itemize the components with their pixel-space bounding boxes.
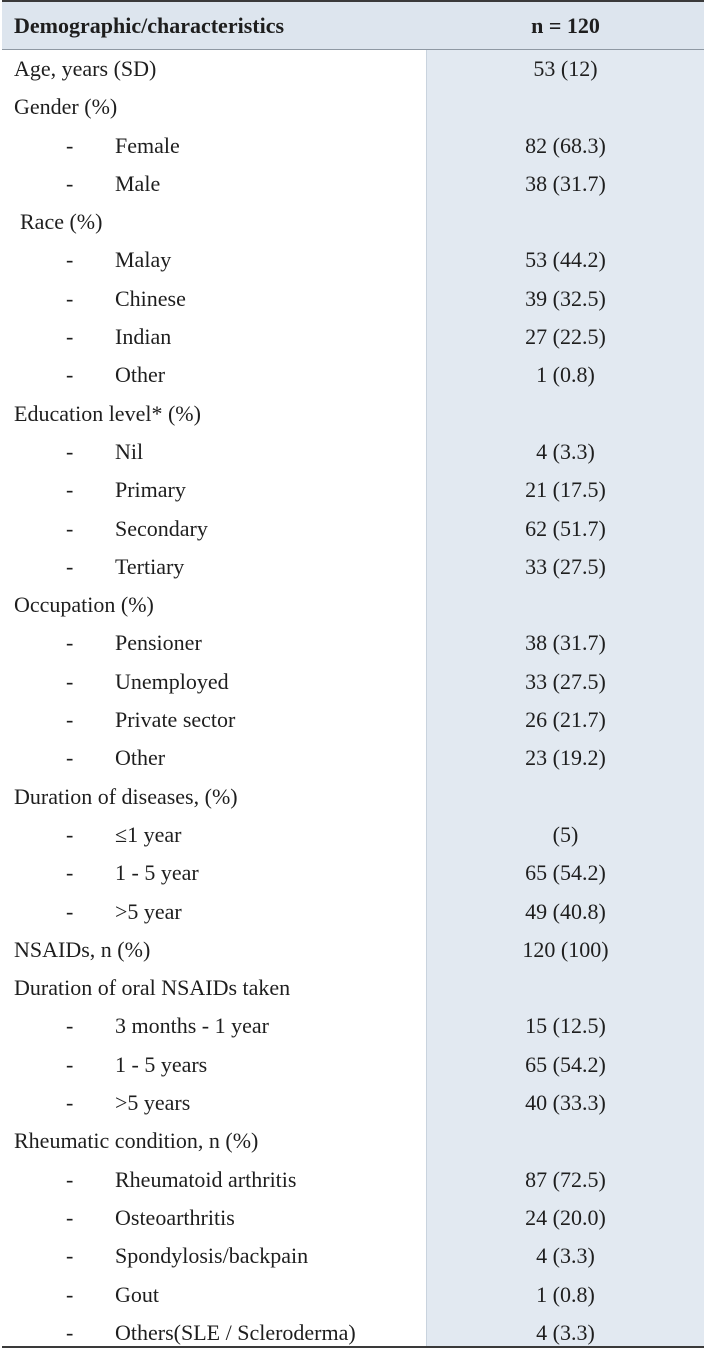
item-label: 1 - 5 years bbox=[115, 1051, 208, 1077]
category-label: Occupation (%) bbox=[14, 592, 154, 618]
value-cell: (5) bbox=[552, 821, 579, 847]
item-label: Private sector bbox=[115, 707, 236, 733]
bullet-dash: - bbox=[66, 438, 74, 464]
bullet-dash: - bbox=[66, 1243, 74, 1269]
bullet-dash: - bbox=[66, 553, 74, 579]
category-label: Gender (%) bbox=[14, 94, 118, 120]
bullet-dash: - bbox=[66, 898, 74, 924]
category-row bbox=[2, 203, 704, 241]
table-row bbox=[2, 1237, 704, 1275]
table-row bbox=[2, 739, 704, 777]
item-label: Spondylosis/backpain bbox=[115, 1243, 309, 1269]
value-cell: 21 (17.5) bbox=[525, 477, 606, 503]
category-row bbox=[2, 969, 704, 1007]
item-label: Chinese bbox=[115, 285, 186, 311]
category-label: Education level* (%) bbox=[14, 400, 201, 426]
value-cell: 53 (12) bbox=[533, 56, 598, 81]
table-row bbox=[2, 893, 704, 931]
table-body bbox=[2, 50, 704, 1352]
header-characteristics: Demographic/characteristics bbox=[14, 13, 285, 38]
category-label: Rheumatic condition, n (%) bbox=[14, 1128, 259, 1154]
bullet-dash: - bbox=[66, 1166, 74, 1192]
bullet-dash: - bbox=[66, 745, 74, 771]
item-label: Malay bbox=[115, 247, 172, 273]
table-row bbox=[2, 816, 704, 854]
table-row bbox=[2, 1314, 704, 1352]
bullet-dash: - bbox=[66, 1204, 74, 1230]
value-cell: 24 (20.0) bbox=[525, 1204, 606, 1230]
value-cell: 1 (0.8) bbox=[536, 362, 595, 388]
bullet-dash: - bbox=[66, 170, 74, 196]
value-cell: 26 (21.7) bbox=[525, 707, 606, 733]
table-row bbox=[2, 241, 704, 279]
table-row bbox=[2, 318, 704, 356]
item-label: Others(SLE / Scleroderma) bbox=[115, 1319, 356, 1345]
category-row bbox=[2, 586, 704, 624]
bullet-dash: - bbox=[66, 1319, 74, 1345]
bullet-dash: - bbox=[66, 362, 74, 388]
category-row bbox=[2, 778, 704, 816]
table-row bbox=[2, 471, 704, 509]
bullet-dash: - bbox=[66, 1051, 74, 1077]
item-label: Nil bbox=[115, 438, 144, 464]
table-row bbox=[2, 1007, 704, 1045]
category-label: Duration of oral NSAIDs taken bbox=[14, 975, 291, 1001]
item-label: 3 months - 1 year bbox=[115, 1013, 269, 1039]
category-label: NSAIDs, n (%) bbox=[14, 936, 151, 962]
table-row bbox=[2, 280, 704, 318]
item-label: Other bbox=[115, 362, 166, 388]
bullet-dash: - bbox=[66, 1281, 74, 1307]
item-label: Female bbox=[115, 132, 180, 158]
value-cell: 38 (31.7) bbox=[525, 170, 606, 196]
item-label: Pensioner bbox=[115, 630, 202, 656]
item-label: Primary bbox=[115, 477, 186, 503]
bullet-dash: - bbox=[66, 515, 74, 541]
category-row bbox=[2, 50, 704, 88]
item-label: Osteoarthritis bbox=[115, 1204, 235, 1230]
value-cell: 27 (22.5) bbox=[525, 324, 606, 350]
item-label: Rheumatoid arthritis bbox=[115, 1166, 297, 1192]
category-row bbox=[2, 931, 704, 969]
value-cell: 53 (44.2) bbox=[525, 247, 606, 273]
value-cell: 40 (33.3) bbox=[525, 1090, 606, 1116]
bullet-dash: - bbox=[66, 477, 74, 503]
value-cell: 33 (27.5) bbox=[525, 553, 606, 579]
category-row bbox=[2, 1122, 704, 1160]
table-row bbox=[2, 854, 704, 892]
table-row bbox=[2, 1161, 704, 1199]
value-cell: 15 (12.5) bbox=[525, 1013, 606, 1039]
table-header bbox=[2, 2, 704, 50]
category-label: Duration of diseases, (%) bbox=[14, 783, 238, 809]
item-label: Tertiary bbox=[115, 553, 185, 579]
value-cell: 65 (54.2) bbox=[525, 860, 606, 886]
table-row bbox=[2, 701, 704, 739]
bullet-dash: - bbox=[66, 1090, 74, 1116]
table-row bbox=[2, 433, 704, 471]
item-label: >5 years bbox=[115, 1090, 191, 1116]
header-sample-size: n = 120 bbox=[531, 13, 600, 38]
value-cell: 120 (100) bbox=[522, 936, 609, 962]
bullet-dash: - bbox=[66, 630, 74, 656]
category-label: Race (%) bbox=[20, 209, 103, 235]
item-label: Male bbox=[115, 170, 161, 196]
item-label: Unemployed bbox=[115, 668, 229, 694]
value-cell: 39 (32.5) bbox=[525, 285, 606, 311]
value-cell: 4 (3.3) bbox=[536, 1243, 595, 1269]
bullet-dash: - bbox=[66, 132, 74, 158]
value-cell: 1 (0.8) bbox=[536, 1281, 595, 1307]
table-row bbox=[2, 624, 704, 662]
value-cell: 87 (72.5) bbox=[525, 1166, 606, 1192]
table-row bbox=[2, 548, 704, 586]
bullet-dash: - bbox=[66, 860, 74, 886]
bullet-dash: - bbox=[66, 821, 74, 847]
value-cell: 38 (31.7) bbox=[525, 630, 606, 656]
item-label: >5 year bbox=[115, 898, 182, 924]
value-cell: 62 (51.7) bbox=[525, 515, 606, 541]
value-cell: 65 (54.2) bbox=[525, 1051, 606, 1077]
item-label: Gout bbox=[115, 1281, 159, 1307]
item-label: ≤1 year bbox=[115, 821, 182, 847]
value-cell: 33 (27.5) bbox=[525, 668, 606, 694]
item-label: Secondary bbox=[115, 515, 208, 541]
bullet-dash: - bbox=[66, 707, 74, 733]
demographics-table bbox=[2, 0, 704, 1348]
table-row bbox=[2, 663, 704, 701]
bullet-dash: - bbox=[66, 285, 74, 311]
value-cell: 82 (68.3) bbox=[525, 132, 606, 158]
table-row bbox=[2, 165, 704, 203]
category-row bbox=[2, 395, 704, 433]
value-cell: 49 (40.8) bbox=[525, 898, 606, 924]
table-row bbox=[2, 510, 704, 548]
value-cell: 4 (3.3) bbox=[536, 438, 595, 464]
table-row bbox=[2, 1046, 704, 1084]
category-label: Age, years (SD) bbox=[14, 56, 157, 81]
category-row bbox=[2, 88, 704, 126]
value-cell: 4 (3.3) bbox=[536, 1319, 595, 1345]
table-row bbox=[2, 1199, 704, 1237]
item-label: Indian bbox=[115, 324, 172, 350]
bullet-dash: - bbox=[66, 247, 74, 273]
item-label: Other bbox=[115, 745, 166, 771]
table-row bbox=[2, 1276, 704, 1314]
item-label: 1 - 5 year bbox=[115, 860, 199, 886]
bullet-dash: - bbox=[66, 1013, 74, 1039]
table-row bbox=[2, 356, 704, 394]
bullet-dash: - bbox=[66, 324, 74, 350]
value-cell: 23 (19.2) bbox=[525, 745, 606, 771]
table-row bbox=[2, 1084, 704, 1122]
bullet-dash: - bbox=[66, 668, 74, 694]
table-row bbox=[2, 127, 704, 165]
